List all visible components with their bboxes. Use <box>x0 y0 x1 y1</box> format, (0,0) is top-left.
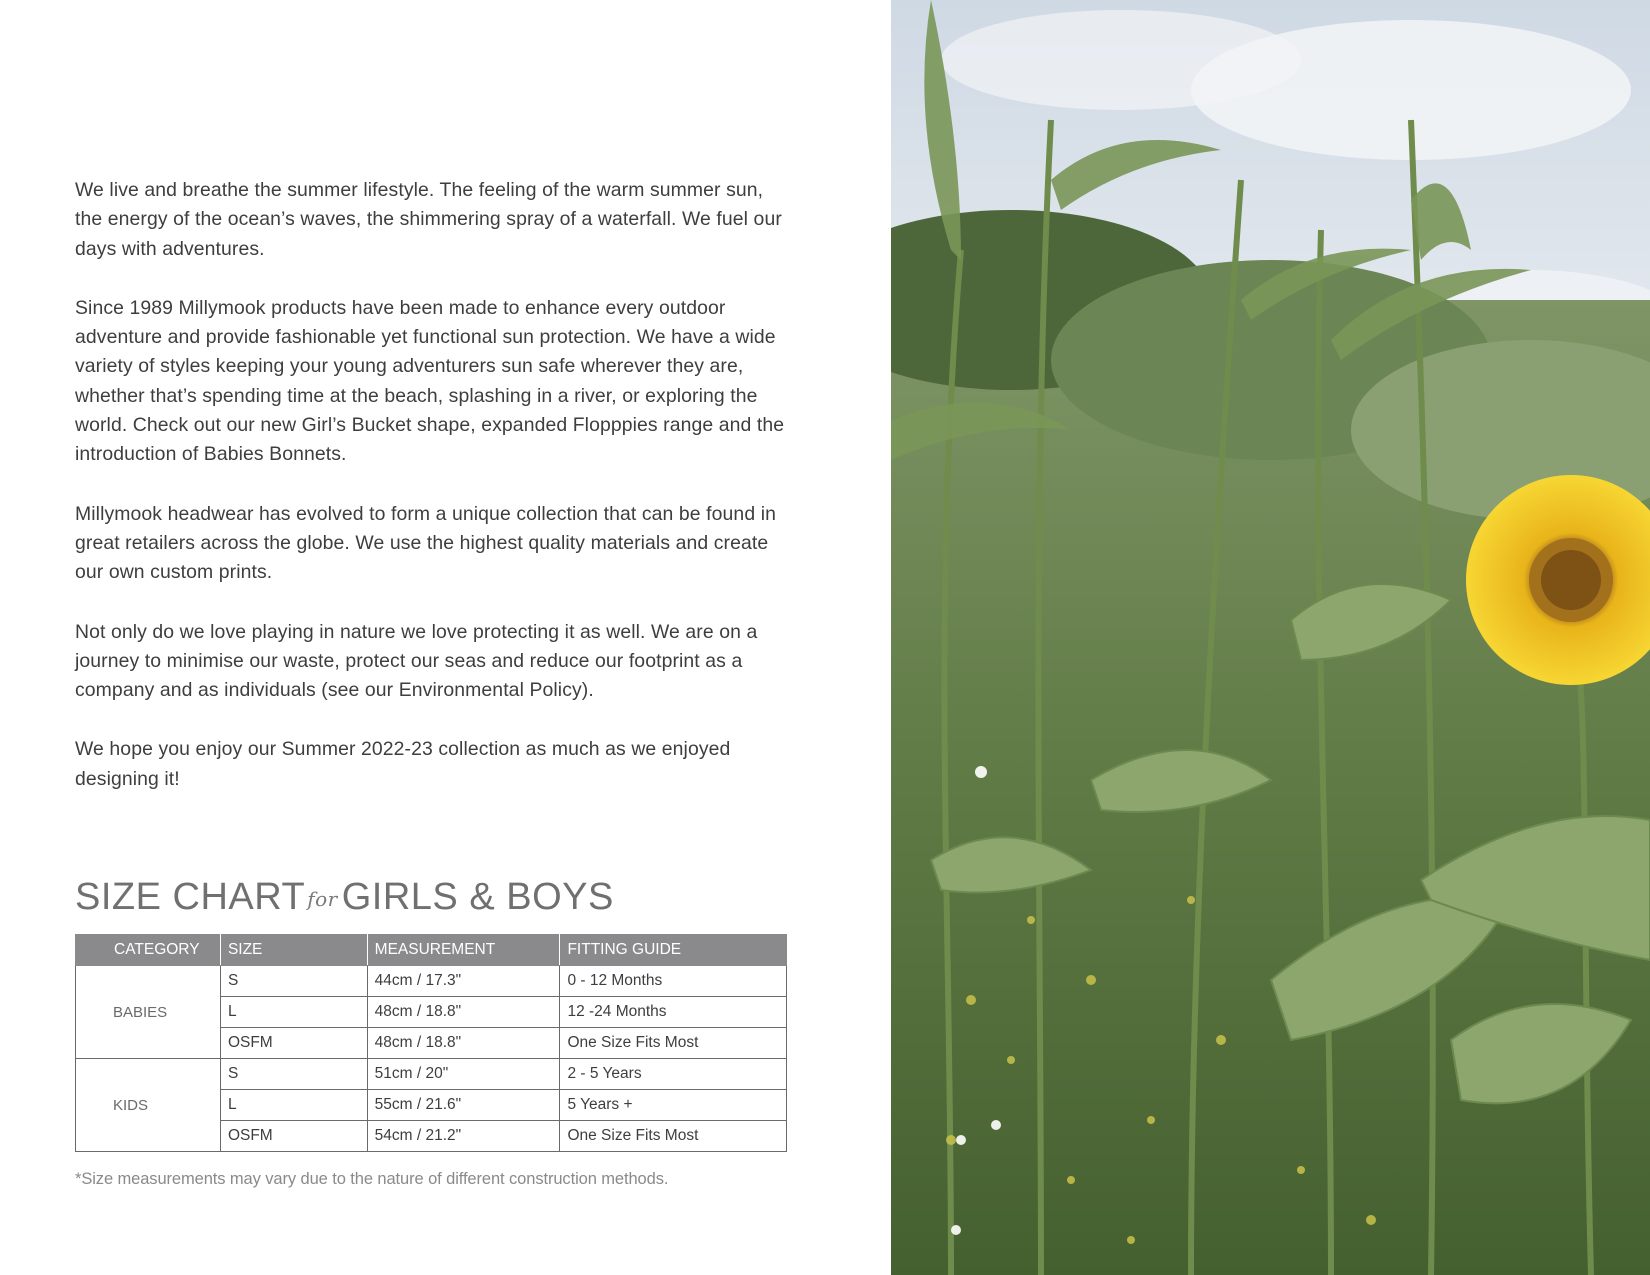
header-fitting-guide: FITTING GUIDE <box>560 935 787 966</box>
size-chart-title-audience: GIRLS & BOYS <box>341 876 614 918</box>
intro-paragraph-4: Not only do we love playing in nature we love protecting it as well. We are on a journey to minimise our waste, protect our seas and reduce our footprint as a company and as individuals (see our Environmental Policy). <box>75 620 758 702</box>
fitting-cell: 5 Years + <box>560 1090 787 1121</box>
size-chart-table <box>75 934 787 1152</box>
fitting-cell: 12 -24 Months <box>560 997 787 1028</box>
intro-paragraph-1: We live and breathe the summer lifestyle. The feeling of the warm summer sun, the energy of the ocean’s waves, the shimmering spray of a waterfall. We fuel our days with adventures. <box>75 179 782 260</box>
header-size: SIZE <box>220 935 367 966</box>
size-cell: S <box>220 966 367 997</box>
size-chart-footnote: *Size measurements may vary due to the nature of different construction methods. <box>75 1170 669 1188</box>
table-row <box>76 966 787 997</box>
measurement-cell: 48cm / 18.8" <box>367 1028 560 1059</box>
intro-paragraph-5: We hope you enjoy our Summer 2022-23 collection as much as we enjoyed designing it! <box>75 738 731 790</box>
header-category: CATEGORY <box>76 935 221 966</box>
size-chart-title-for: for <box>307 887 338 911</box>
intro-paragraph-3: Millymook headwear has evolved to form a unique collection that can be found in great retailers across the globe. We use the highest quality materials and create our own custom prints. <box>75 502 776 584</box>
fitting-cell: One Size Fits Most <box>560 1028 787 1059</box>
size-cell: OSFM <box>220 1121 367 1152</box>
size-cell: OSFM <box>220 1028 367 1059</box>
sunflower-field-image <box>891 0 1650 1275</box>
measurement-cell: 51cm / 20" <box>367 1059 560 1090</box>
fitting-cell: 2 - 5 Years <box>560 1059 787 1090</box>
fitting-cell: One Size Fits Most <box>560 1121 787 1152</box>
table-row <box>76 1059 787 1090</box>
size-cell: S <box>220 1059 367 1090</box>
intro-paragraph-2: Since 1989 Millymook products have been made to enhance every outdoor adventure and provide fashionable yet functional sun protection. We have a wide variety of styles keeping your young adventurers sun safe wherever they are, whether that’s spending time at the beach, splashing in a river, or exploring the world. Check out our new Girl’s Bucket shape, expanded Flopppies range and the introduction of Babies Bonnets. <box>75 296 785 466</box>
category-cell-kids: KIDS <box>76 1059 221 1152</box>
intro-text <box>75 176 795 824</box>
fitting-cell: 0 - 12 Months <box>560 966 787 997</box>
measurement-cell: 55cm / 21.6" <box>367 1090 560 1121</box>
size-cell: L <box>220 997 367 1028</box>
size-cell: L <box>220 1090 367 1121</box>
size-chart-title <box>75 876 614 919</box>
table-header-row <box>76 935 787 966</box>
sunflower-field-photo <box>891 0 1650 1275</box>
measurement-cell: 44cm / 17.3" <box>367 966 560 997</box>
measurement-cell: 54cm / 21.2" <box>367 1121 560 1152</box>
measurement-cell: 48cm / 18.8" <box>367 997 560 1028</box>
header-measurement: MEASUREMENT <box>367 935 560 966</box>
size-chart-title-main: SIZE CHART <box>75 876 306 918</box>
category-cell-babies: BABIES <box>76 966 221 1059</box>
